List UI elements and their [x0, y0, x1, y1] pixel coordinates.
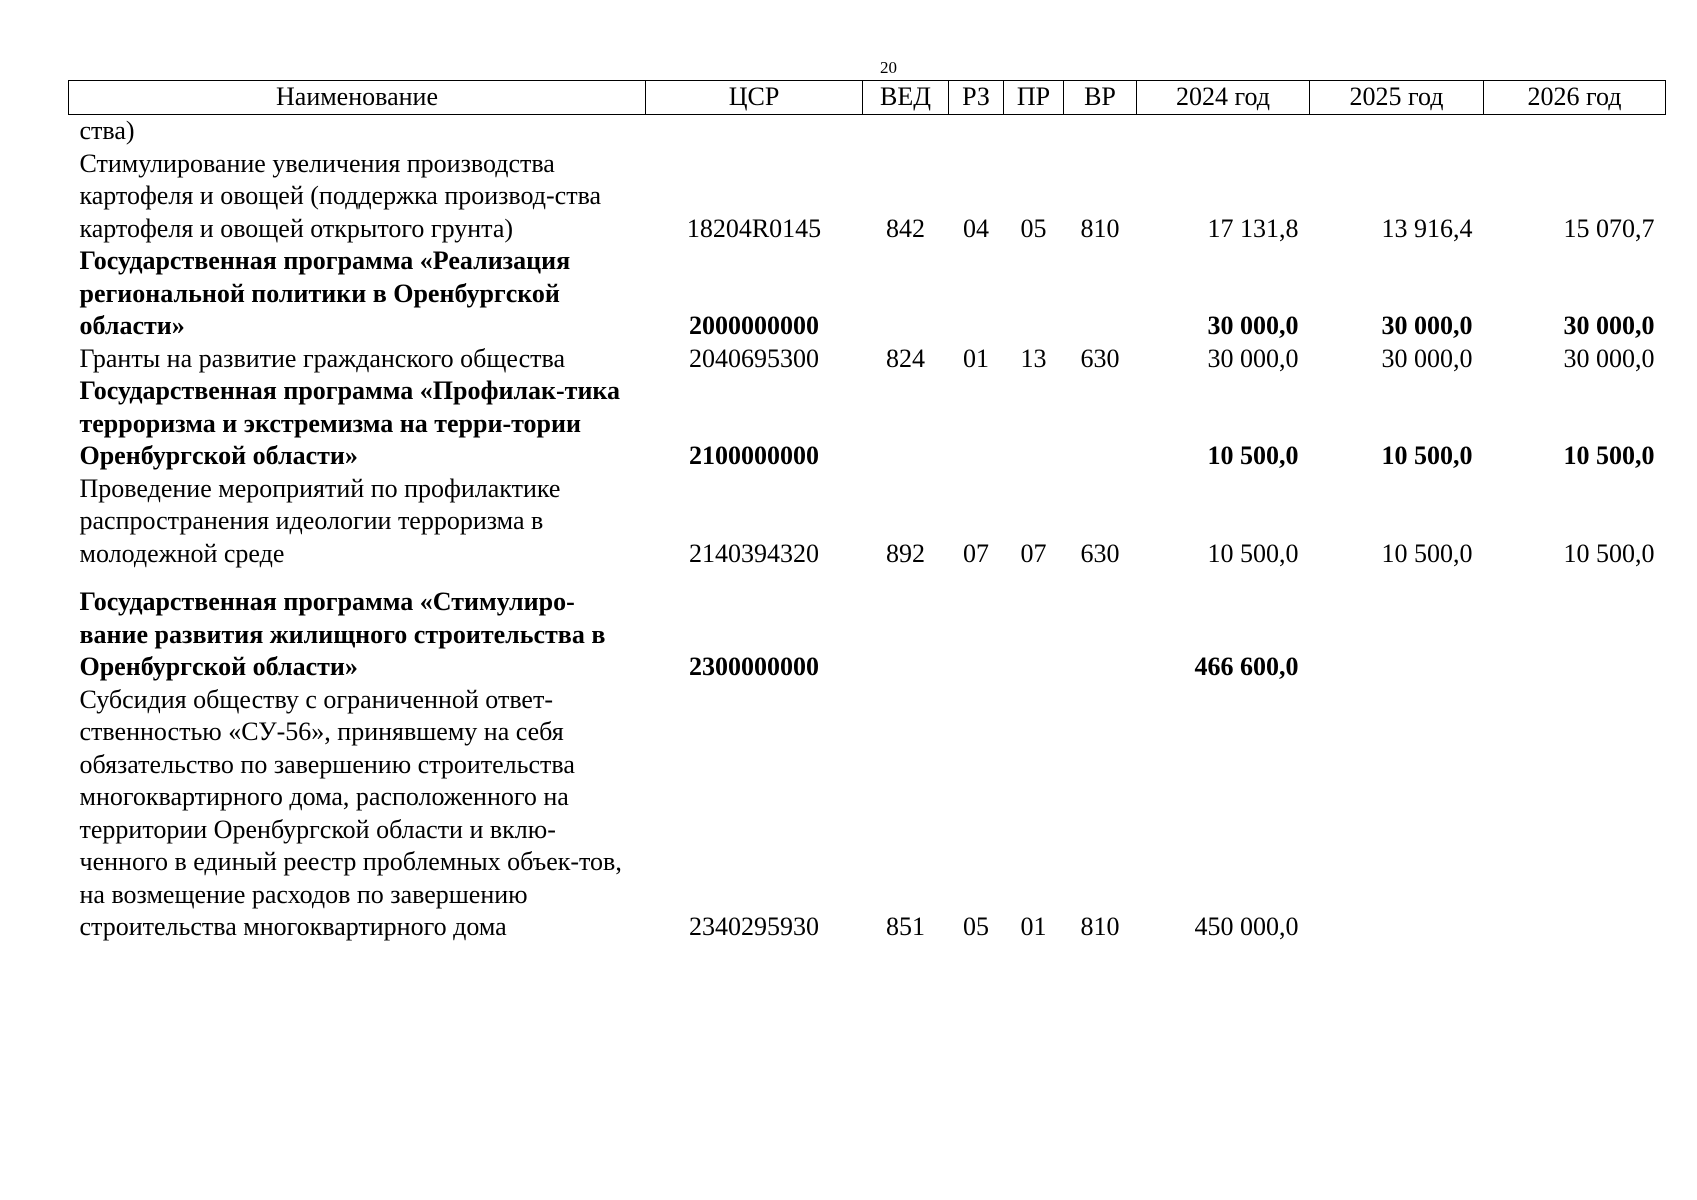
row-pr [1004, 245, 1064, 343]
row-rz [949, 245, 1004, 343]
row-pr: 05 [1020, 213, 1047, 243]
row-pr [1004, 586, 1064, 684]
row-csr: 2140394320 [689, 538, 819, 568]
row-ved [863, 586, 949, 684]
row-2024 [1137, 115, 1310, 148]
row-rz [949, 375, 1004, 473]
row-ved [863, 375, 949, 473]
table-header-row [69, 81, 1666, 115]
row-ved: 824 [886, 343, 925, 373]
header-pr: ПР [1004, 81, 1064, 115]
header-name: Наименование [69, 81, 646, 115]
row-pr: 07 [1020, 538, 1047, 568]
header-vr: ВР [1064, 81, 1137, 115]
row-vr: 810 [1080, 213, 1120, 243]
row-ved: 851 [886, 912, 925, 941]
page-number: 20 [880, 58, 897, 77]
row-2024: 10 500,0 [1207, 538, 1299, 568]
header-csr: ЦСР [646, 81, 863, 115]
row-rz: 01 [963, 343, 989, 373]
row-csr: 2100000000 [689, 441, 819, 470]
row-vr [1064, 586, 1137, 684]
row-ved: 842 [886, 213, 925, 243]
row-2026 [1484, 684, 1666, 944]
row-rz [949, 115, 1004, 148]
row-name: Гранты на развитие гражданского общества [79, 343, 565, 373]
row-vr: 630 [1080, 538, 1120, 568]
row-2026: 30 000,0 [1563, 343, 1655, 373]
row-2025: 30 000,0 [1381, 343, 1473, 373]
row-rz: 07 [963, 538, 989, 568]
row-name: Государственная программа «Реализация региональной политики в Оренбургской области» [79, 246, 571, 340]
row-csr: 2340295930 [689, 912, 819, 941]
row-spacer [69, 570, 1666, 586]
row-pr: 01 [1020, 912, 1047, 941]
row-name: Государственная программа «Стимулиро-вание развития жилищного строительства в Оренбургской области» [79, 587, 606, 681]
row-2024: 450 000,0 [1194, 912, 1299, 941]
row-csr [646, 115, 863, 148]
row-vr: 810 [1080, 912, 1120, 941]
row-ved [863, 115, 949, 148]
row-vr [1064, 375, 1137, 473]
row-2026: 10 500,0 [1563, 441, 1655, 470]
table-row [69, 115, 1666, 148]
header-2024: 2024 год [1137, 81, 1310, 115]
header-2026: 2026 год [1484, 81, 1666, 115]
table-row-program [69, 245, 1666, 343]
row-2024: 30 000,0 [1207, 311, 1299, 340]
header-ved: ВЕД [863, 81, 949, 115]
row-2025 [1310, 586, 1484, 684]
row-vr [1064, 245, 1137, 343]
row-name: ства) [79, 116, 135, 145]
row-ved [863, 245, 949, 343]
row-csr: 2040695300 [689, 343, 819, 373]
table-row [69, 473, 1666, 571]
row-2025 [1310, 684, 1484, 944]
row-name: Субсидия обществу с ограниченной ответ-ственностью «СУ-56», принявшему на себя обязательство по завершению строительства многоквартирного дома, расположенного на территории Оренбургской области и вклю-ченного в единый реестр проблемных объек-тов, на возмещение расходов по завершению строительства многоквартирного дома [79, 684, 622, 941]
row-2026 [1484, 586, 1666, 684]
header-2025: 2025 год [1310, 81, 1484, 115]
row-2026: 30 000,0 [1563, 311, 1655, 340]
row-name: Проведение мероприятий по профилактике распространения идеологии терроризма в молодежной среде [79, 473, 561, 568]
table-row [69, 148, 1666, 246]
row-pr [1004, 375, 1064, 473]
row-pr [1004, 115, 1064, 148]
row-vr [1064, 115, 1137, 148]
table-row-program [69, 586, 1666, 684]
row-2024: 17 131,8 [1207, 213, 1299, 243]
row-2025: 10 500,0 [1381, 441, 1473, 470]
header-rz: РЗ [949, 81, 1004, 115]
row-rz [949, 586, 1004, 684]
row-2025: 13 916,4 [1381, 213, 1473, 243]
row-2024: 10 500,0 [1207, 441, 1299, 470]
row-2025 [1310, 115, 1484, 148]
table-row [69, 684, 1666, 944]
row-ved: 892 [886, 538, 925, 568]
row-vr: 630 [1080, 343, 1120, 373]
row-2024: 30 000,0 [1207, 343, 1299, 373]
row-2026: 15 070,7 [1563, 213, 1655, 243]
row-2025: 10 500,0 [1381, 538, 1473, 568]
row-csr: 2300000000 [689, 652, 819, 681]
table-row-program [69, 375, 1666, 473]
row-name: Стимулирование увеличения производства картофеля и овощей (поддержка производ-ства картофеля и овощей открытого грунта) [79, 148, 602, 243]
row-name: Государственная программа «Профилак-тика терроризма и экстремизма на терри-тории Оренбургской области» [79, 376, 621, 470]
row-2024: 466 600,0 [1194, 652, 1299, 681]
row-rz: 04 [963, 213, 989, 243]
row-csr: 18204R0145 [686, 213, 822, 243]
row-2026: 10 500,0 [1563, 538, 1655, 568]
row-2025: 30 000,0 [1381, 311, 1473, 340]
budget-table [68, 80, 1666, 944]
row-pr: 13 [1020, 343, 1047, 373]
row-2026 [1484, 115, 1666, 148]
row-rz: 05 [963, 912, 989, 941]
table-row [69, 343, 1666, 376]
row-csr: 2000000000 [689, 311, 819, 340]
